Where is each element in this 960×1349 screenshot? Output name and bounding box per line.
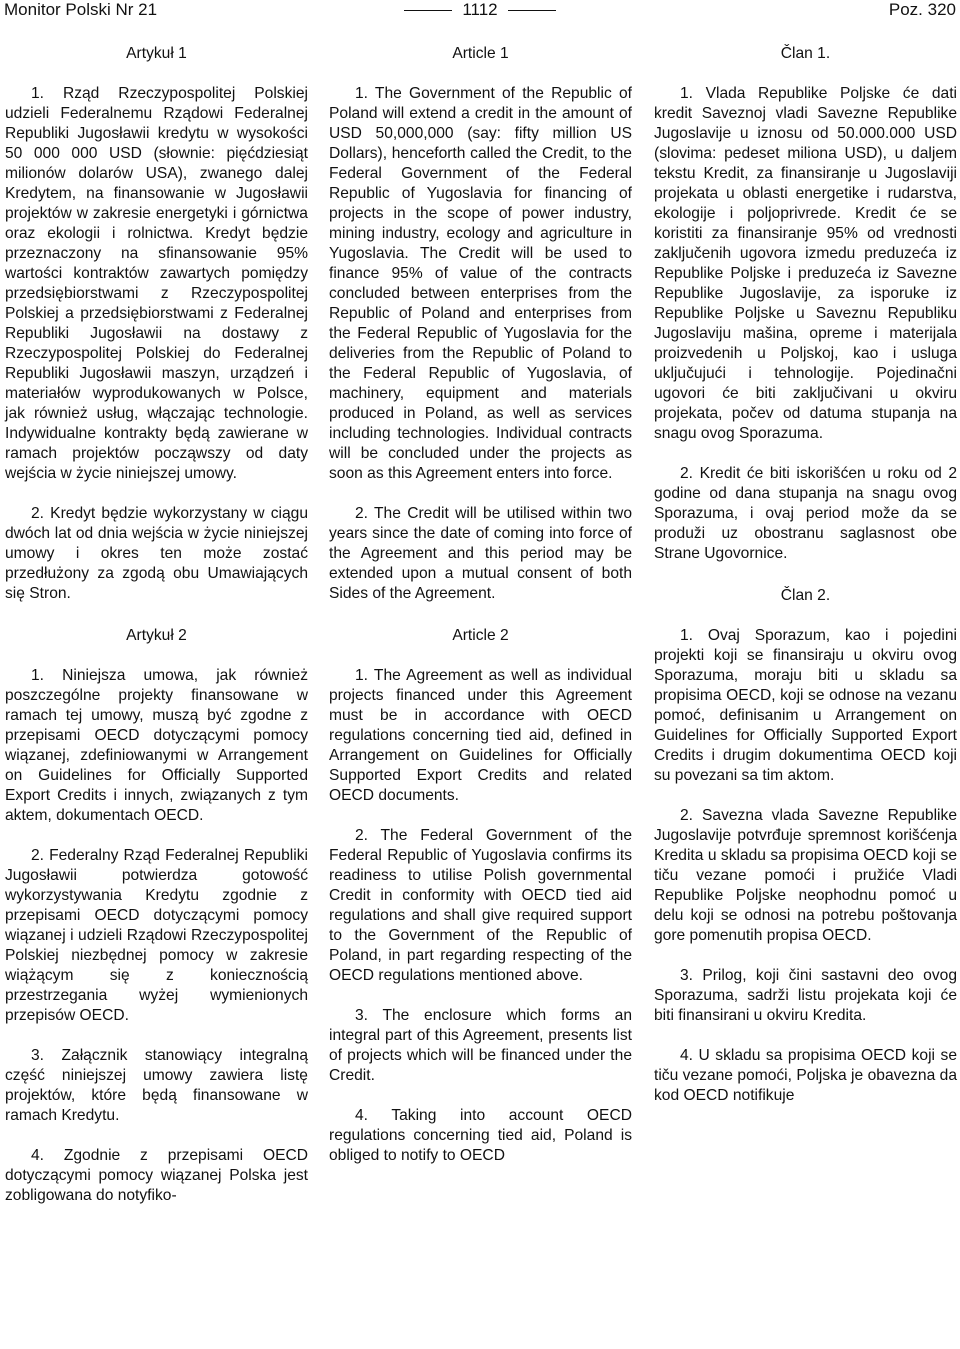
article1-heading: Artykuł 1 [126, 45, 187, 62]
page-number: 1112 [462, 0, 498, 19]
page-header [4, 0, 956, 24]
article1-paragraph-2: 2. The Credit will be utilised within two years since the date of coming into force of the Agreement and this period may be extended upon a mutual consent of both Sides of the Agreement. [329, 505, 632, 602]
article2-paragraph-1: 1. The Agreement as well as individual projects financed under this Agreement must be in accordance with OECD regulations concerning tied aid, defined in Arrangement on Guidelines for Officially Supported Export Credits and related OECD documents. [329, 667, 632, 804]
article2-paragraph-3: 3. Załącznik stanowiący integralną część niniejszej umowy zawiera listę projektów, które będą finansowane w ramach Kredytu. [5, 1047, 308, 1124]
article1-heading: Article 1 [452, 45, 509, 62]
article2-heading: Član 2. [780, 587, 831, 604]
position-number: Poz. 320 [888, 0, 956, 19]
publication-title: Monitor Polski Nr 21 [4, 0, 158, 19]
article1-paragraph-2: 2. Kredyt będzie wykorzystany w ciągu dwóch lat od dnia wejścia w życie niniejszej umowy i okres ten może zostać przedłużony za zgodą obu Umawiających się Stron. [5, 505, 308, 602]
article2-paragraph-2: 2. Federalny Rząd Federalnej Republiki Jugosławii potwierdza gotowość wykorzystywania Kredytu zgodnie z przepisami OECD dotyczącymi pomocy wiązanej i udzieli Rządowi Rzeczypospolitej Polskiej niezbędnej pomocy w zakresie wiążącym się z koniecznością przestrzegania wyżej wymienionych przepisów OECD. [5, 847, 308, 1024]
page-number-block [4, 0, 956, 20]
column-english [329, 44, 632, 1166]
article1-paragraph-1: 1. The Government of the Republic of Poland will extend a credit in the amount of USD 50,000,000 (say: fifty million US Dollars), henceforth called the Credit, to the Federal Government of the Federal Republic of Yugoslavia for financing of projects in the scope of power industry, mining industry, ecology and agriculture in Yugoslavia. The Credit will be used to finance 95% of value of the contracts concluded between enterprises from the Republic of Poland and enterprises from the Federal Republic of Yugoslavia for the deliveries from the Republic of Poland to the Federal Republic of Yugoslavia, of machinery, equipment and materials produced in Poland, as well as services including technologies. Individual contracts will be concluded under the projects as soon as this Agreement enters into force. [329, 85, 632, 482]
article2-paragraph-4: 4. Taking into account OECD regulations concerning tied aid, Poland is obliged to notify to OECD [329, 1107, 632, 1164]
column-polish [5, 44, 308, 1206]
article2-paragraph-2: 2. The Federal Government of the Federal Republic of Yugoslavia confirms its readiness to utilise Polish governmental Credit in conformity with OECD tied aid regulations and shall give required support to the Government of the Republic of Poland, in part regarding respecting of the OECD regulations mentioned above. [329, 827, 632, 984]
column-serbian [654, 44, 957, 1106]
article2-paragraph-3: 3. Prilog, koji čini sastavni deo ovog Sporazuma, sadrži listu projekata koji će biti finansirani u okviru Kredita. [654, 967, 957, 1024]
article2-paragraph-1: 1. Ovaj Sporazum, kao i pojedini projekti koji se finansiraju u okviru ovog Sporazuma, moraju biti u skladu sa propisima OECD, koji se odnose na vezanu pomoć, definisanim u Arrangement on Guidelines for Officially Supported Export Credits i drugim dokumentima OECD koji su povezani sa tim aktom. [654, 627, 957, 784]
dash-left [404, 10, 452, 11]
article2-heading: Article 2 [452, 627, 509, 644]
article2-paragraph-3: 3. The enclosure which forms an integral part of this Agreement, presents list of projects which will be financed under the Credit. [329, 1007, 632, 1084]
article2-heading: Artykuł 2 [126, 627, 187, 644]
article1-paragraph-1: 1. Rząd Rzeczypospolitej Polskiej udzieli Federalnemu Rządowi Federalnej Republiki Jugosławii kredytu w wysokości 50 000 000 USD (słownie: pięćdziesiąt milionów dolarów USA), zwanego dalej Kredytem, na finansowanie w Jugosławii projektów w zakresie energetyki i górnictwa oraz ekologii i rolnictwa. Kredyt będzie przeznaczony na sfinansowanie 95% wartości kontraktów zawartych pomiędzy przedsiębiorstwami z Rzeczypospolitej Polskiej a przedsiębiorstwami z Federalnej Republiki Jugosławii na dostawy z Rzeczypospolitej Polskiej do Federalnej Republiki Jugosławii maszyn, urządzeń i materiałów wyprodukowanych w Polsce, jak również usług, włączając technologie. Indywidualne kontrakty będą zawierane w ramach projektów począwszy od daty wejścia w życie niniejszej umowy. [5, 85, 308, 482]
article1-paragraph-1: 1. Vlada Republike Poljske će dati kredit Saveznoj vladi Savezne Republike Jugoslavije u iznosu od 50.000.000 USD (slovima: pedeset miliona USD), u daljem tekstu Kredit, za finansiranje u Jugoslaviji projekata u oblasti energetike i rudarstva, ekologije i poljoprivrede. Kredit će se koristiti za finansiranje 95% od vrednosti zaključenih ugovora izmedu preduzeća iz Republike Poljske i preduzeća iz Savezne Republike Jugoslavije, za isporuke iz Republike Poljske u Saveznu Republiku Jugoslaviju mašina, opreme i materijala proizvedenih u Poljskoj, kao i usluga uključujući i tehnologije. Pojedinačni ugovori će biti zaključivani u okviru projekata, počev od datuma stupanja na snagu ovog Sporazuma. [654, 85, 957, 442]
article1-paragraph-2: 2. Kredit će biti iskorišćen u roku od 2 godine od dana stupanja na snagu ovog Sporazuma, i ovaj period može da se produži uz obostranu saglasnost obe Strane Ugovornice. [654, 465, 957, 562]
article2-paragraph-4: 4. Zgodnie z przepisami OECD dotyczącymi pomocy wiązanej Polska jest zobligowana do notyfiko- [5, 1147, 308, 1204]
article2-paragraph-1: 1. Niniejsza umowa, jak również poszczególne projekty finansowane w ramach tej umowy, muszą być zgodne z przepisami OECD dotyczącymi pomocy wiązanej, zdefiniowanymi w Arrangement on Guidelines for Officially Supported Export Credits i innych, związanych z tym aktem, dokumentach OECD. [5, 667, 308, 824]
article2-paragraph-4: 4. U skladu sa propisima OECD koji se tiču vezane pomoći, Poljska je obavezna da kod OECD notifikuje [654, 1047, 957, 1104]
article2-paragraph-2: 2. Savezna vlada Savezne Republike Jugoslavije potvrđuje spremnost korišćenja Kredita u skladu sa propisima OECD koji se tiču vezane pomoći i pružiće Vladi Republike Poljske neophodnu pomoć u delu koji se odnosi na potrebu poštovanja gore pomenutih propisa OECD. [654, 807, 957, 944]
article1-heading: Član 1. [780, 45, 831, 62]
dash-right [508, 10, 556, 11]
